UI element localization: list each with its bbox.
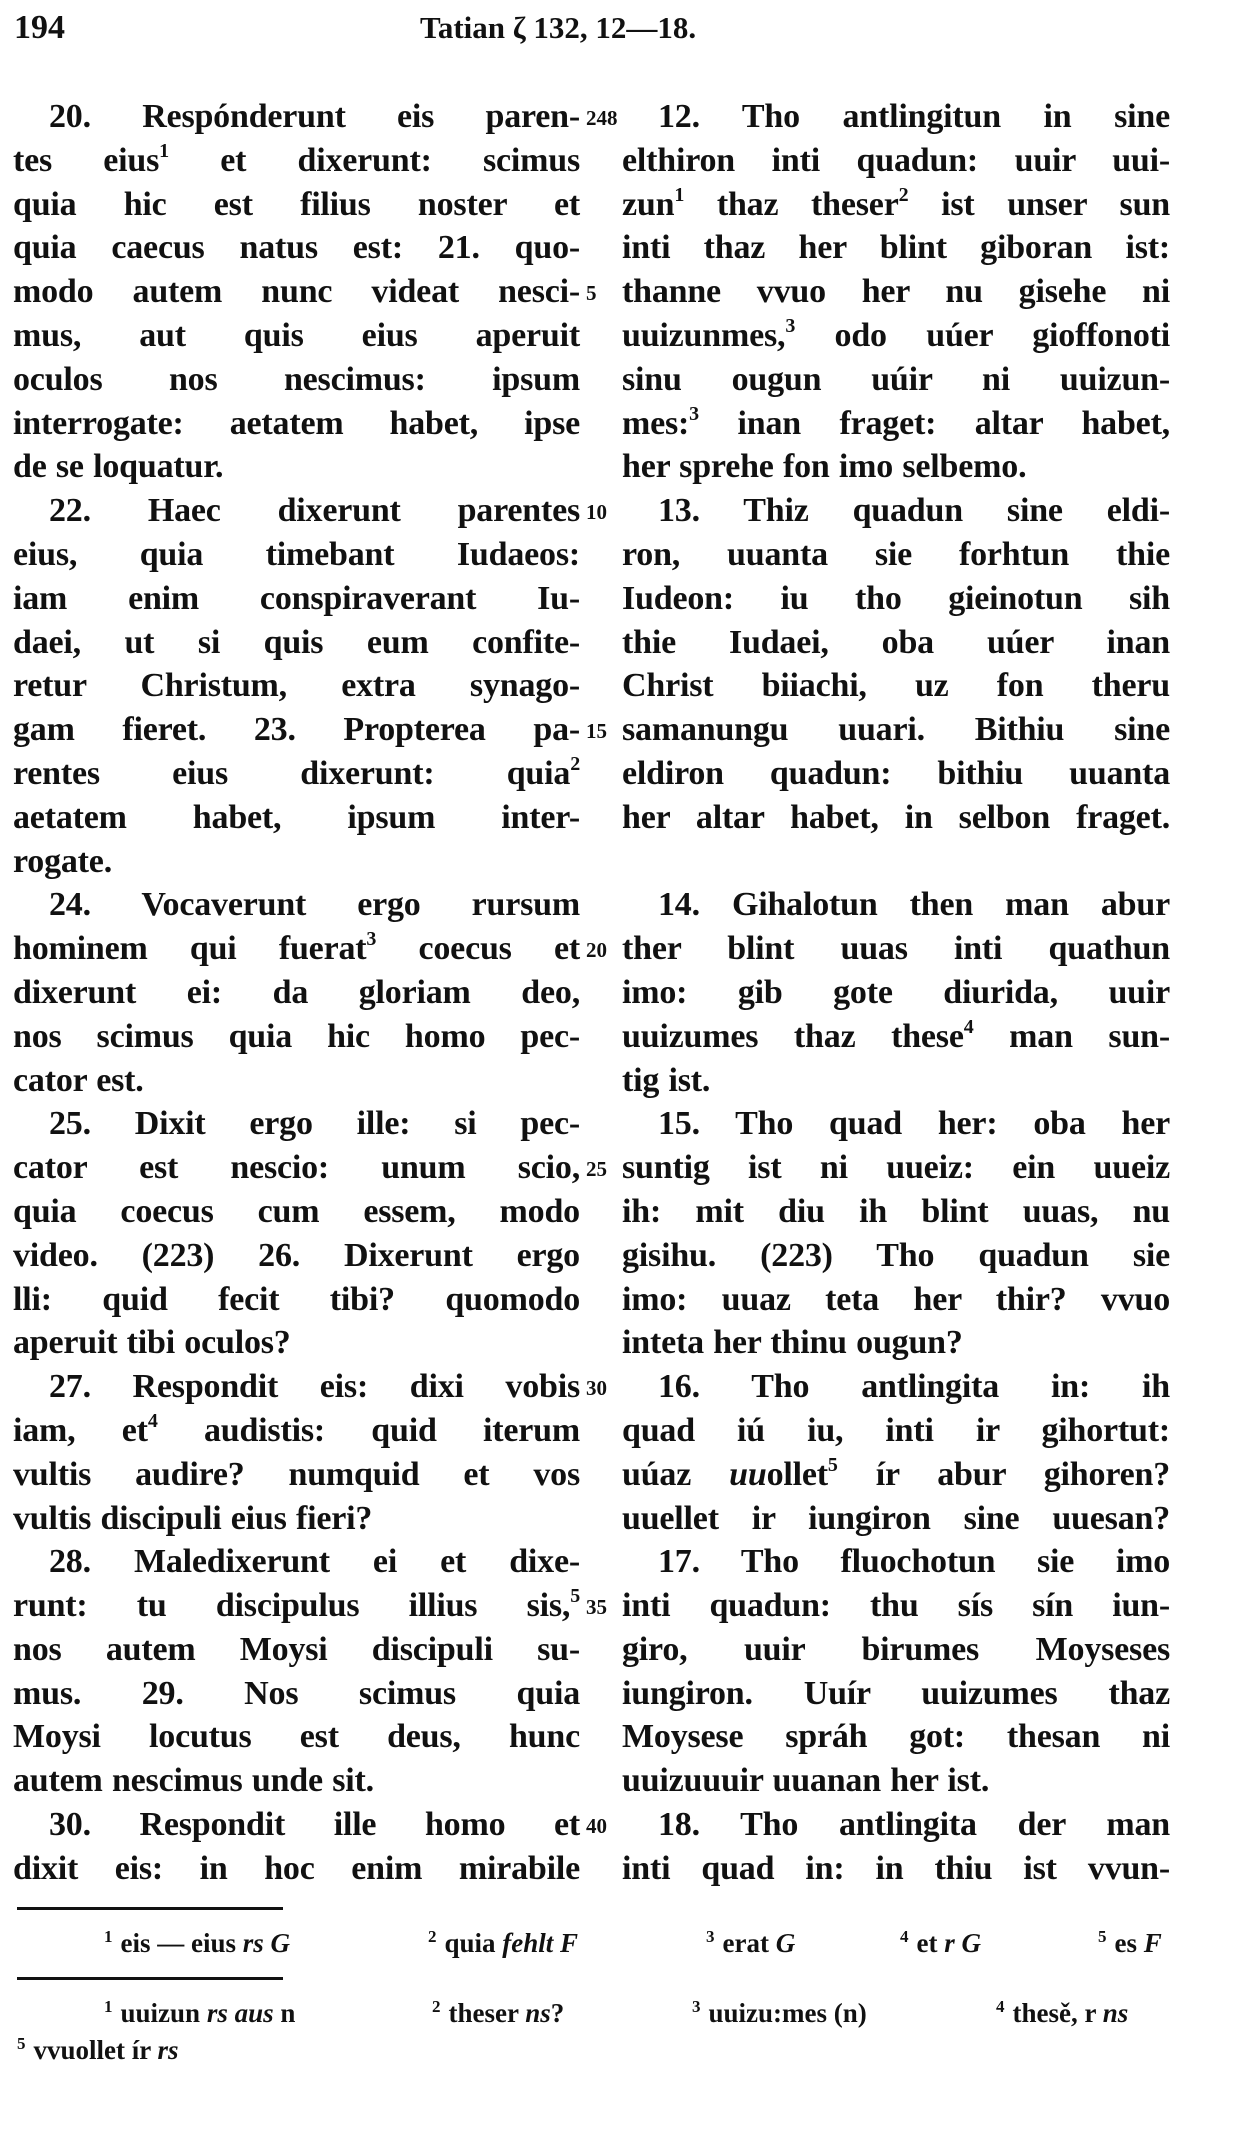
- text-segment: vultis discipuli eius fieri?: [13, 1499, 373, 1537]
- footnote-number: 4: [996, 1997, 1005, 2016]
- text-segment: n: [273, 1998, 296, 2028]
- running-head: Tatian ζ 132, 12—18.: [420, 10, 697, 45]
- text-segment: rentes eius dixerunt: quia: [13, 754, 571, 792]
- text-segment: uúaz: [622, 1455, 730, 1493]
- text-segment: vultis audire? numquid et vos: [13, 1455, 580, 1493]
- text-line: [622, 1672, 1170, 1716]
- text-segment: daei, ut si quis eum confite-: [13, 623, 580, 661]
- text-line: [13, 139, 580, 183]
- footnote-number: 3: [706, 1927, 715, 1946]
- footnote-number: 2: [432, 1997, 441, 2016]
- text-segment: giro, uuir birumes Moyseses: [622, 1630, 1170, 1668]
- text-line: [622, 445, 1170, 489]
- text-segment: eldiron quadun: bithiu uuanta: [622, 754, 1170, 792]
- text-segment: man sun-: [973, 1017, 1170, 1055]
- text-segment: ih: mit diu ih blint uuas, nu: [622, 1192, 1170, 1230]
- text-segment: inan fraget: altar habet,: [698, 404, 1170, 442]
- italic-text: rs G: [242, 1928, 291, 1958]
- old-high-german-column: [622, 95, 1170, 1891]
- text-segment: thesě, r: [1012, 1998, 1103, 2028]
- text-segment: 22. Haec dixerunt parentes: [49, 492, 580, 530]
- text-segment: mus, aut quis eius aperuit: [13, 316, 580, 354]
- text-segment: video. (223) 26. Dixerunt ergo: [13, 1236, 580, 1274]
- text-segment: uuellet ir iungiron sine uuesan?: [622, 1499, 1170, 1537]
- text-line: [622, 1321, 1170, 1365]
- footnote-mark: 4: [963, 1015, 974, 1038]
- footnote: [432, 1993, 564, 2033]
- text-segment: autem nescimus unde sit.: [13, 1762, 374, 1800]
- text-line: [622, 927, 1170, 971]
- text-line: [13, 1497, 580, 1541]
- text-line: [13, 664, 580, 708]
- text-segment: 30. Respondit ille homo et: [49, 1806, 580, 1844]
- footnote: [1098, 1923, 1162, 1963]
- text-segment: 27. Respondit eis: dixi vobis: [49, 1368, 580, 1406]
- text-segment: mes:: [622, 404, 690, 442]
- footnote-mark: 2: [898, 183, 909, 206]
- text-line: [13, 796, 580, 840]
- text-line: [622, 270, 1170, 314]
- text-line: [13, 95, 580, 139]
- text-line: [13, 621, 580, 665]
- text-segment: inti quadun: thu sís sín iun-: [622, 1587, 1170, 1625]
- text-line: [13, 927, 580, 971]
- text-segment: ther blint uuas inti quathun: [622, 930, 1170, 968]
- text-segment: zun: [622, 185, 675, 223]
- text-segment: imo: uuaz teta her thir? vvuo: [622, 1280, 1170, 1318]
- text-line: [13, 1847, 580, 1891]
- footnote-mark: 3: [785, 314, 796, 337]
- text-segment: es: [1114, 1928, 1144, 1958]
- footnote: [692, 1993, 867, 2033]
- text-segment: quad iú iu, inti ir gihortut:: [622, 1411, 1170, 1449]
- text-segment: her altar habet, in selbon fraget.: [622, 798, 1170, 836]
- text-segment: 13. Thiz quadun sine eldi-: [658, 492, 1170, 530]
- line-number: 10: [586, 500, 607, 525]
- text-line: [13, 1365, 580, 1409]
- text-segment: audistis: quid iterum: [157, 1411, 580, 1449]
- text-segment: Iudeon: iu tho gieinotun sih: [622, 579, 1170, 617]
- text-segment: elthiron inti quadun: uuir uui-: [622, 141, 1170, 179]
- text-segment: retur Christum, extra synago-: [13, 667, 580, 705]
- italic-text: ns: [1102, 1998, 1129, 2028]
- text-segment: tes eius: [13, 141, 160, 179]
- footnote: [428, 1923, 578, 1963]
- text-segment: lli: quid fecit tibi? quomodo: [13, 1280, 580, 1318]
- text-line: [13, 1190, 580, 1234]
- text-line: [13, 840, 580, 884]
- italic-text: r G: [944, 1928, 981, 1958]
- italic-text: ns: [525, 1998, 551, 2028]
- text-segment: Christ biiachi, uz fon theru: [622, 667, 1170, 705]
- text-line: [13, 1015, 580, 1059]
- footnote-number: 3: [692, 1997, 701, 2016]
- text-segment: de se loquatur.: [13, 448, 224, 486]
- text-segment: Moysi locutus est deus, hunc: [13, 1718, 580, 1756]
- text-line: [13, 1321, 580, 1365]
- text-segment: inti thaz her blint giboran ist:: [622, 229, 1170, 267]
- text-line: [13, 183, 580, 227]
- line-number: 35: [586, 1595, 607, 1620]
- text-segment: dixit eis: in hoc enim mirabile: [13, 1849, 580, 1887]
- text-segment: modo autem nunc videat nesci-: [13, 273, 580, 311]
- text-line: [622, 95, 1170, 139]
- text-segment: uuizun: [120, 1998, 207, 2028]
- text-line: [13, 1146, 580, 1190]
- footnote-mark: 1: [674, 183, 685, 206]
- text-line: [622, 1278, 1170, 1322]
- text-segment: vvuollet ír: [33, 2035, 158, 2065]
- footnotes-latin: [0, 1923, 1244, 1963]
- text-segment: 20. Respónderunt eis paren-: [49, 98, 580, 135]
- text-segment: 28. Maledixerunt ei et dixe-: [49, 1543, 580, 1581]
- text-segment: 25. Dixit ergo ille: si pec-: [49, 1105, 580, 1143]
- footnote-number: 5: [1098, 1927, 1107, 1946]
- text-segment: 17. Tho fluochotun sie imo: [658, 1543, 1170, 1581]
- text-line: [13, 314, 580, 358]
- italic-text: fehlt F: [502, 1928, 579, 1958]
- text-line: [622, 577, 1170, 621]
- footnote-number: 1: [104, 1997, 113, 2016]
- text-segment: uuizumes thaz these: [622, 1017, 964, 1055]
- text-line: [622, 533, 1170, 577]
- text-segment: imo: gib gote diurida, uuir: [622, 973, 1170, 1011]
- text-segment: ír abur gihoren?: [837, 1455, 1170, 1493]
- text-segment: her sprehe fon imo selbemo.: [622, 448, 1027, 486]
- text-segment: tig ist.: [622, 1061, 711, 1099]
- text-line: [13, 1453, 580, 1497]
- text-segment: sinu ougun uúir ni uuizun-: [622, 360, 1170, 398]
- text-line: [13, 577, 580, 621]
- text-line: [622, 796, 1170, 840]
- footnotes-ohg: [0, 1993, 1244, 2033]
- text-line: [622, 708, 1170, 752]
- italic-text: rs aus: [206, 1998, 274, 2028]
- text-segment: gisihu. (223) Tho quadun sie: [622, 1236, 1170, 1274]
- text-segment: hominem qui fuerat: [13, 930, 367, 968]
- text-segment: gam fieret. 23. Propterea pa-: [13, 711, 580, 749]
- text-segment: iam, et: [13, 1411, 148, 1449]
- text-line: [13, 1102, 580, 1146]
- footnote-mark: 3: [366, 928, 377, 951]
- text-line: [13, 1803, 580, 1847]
- text-segment: rogate.: [13, 842, 112, 880]
- text-segment: 12. Tho antlingitun in sine: [658, 98, 1170, 135]
- text-segment: quia hic est filius noster et: [13, 185, 580, 223]
- text-line: [13, 445, 580, 489]
- text-line: [622, 1234, 1170, 1278]
- line-number: 30: [586, 1376, 607, 1401]
- text-segment: cator est nescio: unum scio,: [13, 1149, 580, 1187]
- text-segment: ron, uuanta sie forhtun thie: [622, 535, 1170, 573]
- text-segment: iungiron. Uuír uuizumes thaz: [622, 1674, 1170, 1712]
- text-segment: quia coecus cum essem, modo: [13, 1192, 580, 1230]
- text-line: [13, 1584, 580, 1628]
- text-line: [622, 840, 1170, 884]
- footnote-mark: 5: [570, 1585, 580, 1608]
- text-line: [622, 1365, 1170, 1409]
- text-segment: eius, quia timebant Iudaeos:: [13, 535, 580, 573]
- footnote: [996, 1993, 1128, 2033]
- text-line: [622, 1540, 1170, 1584]
- text-line: [622, 139, 1170, 183]
- footnote-number: 2: [428, 1927, 437, 1946]
- footnote-mark: 4: [147, 1409, 158, 1432]
- page-number: 194: [14, 9, 65, 46]
- text-line: [13, 489, 580, 533]
- text-line: [622, 1497, 1170, 1541]
- text-segment: et dixerunt: scimus: [168, 141, 580, 179]
- text-line: [13, 1278, 580, 1322]
- text-line: [622, 1409, 1170, 1453]
- text-segment: Moysese spráh got: thesan ni: [622, 1718, 1170, 1756]
- text-line: [622, 1584, 1170, 1628]
- text-line: [13, 1715, 580, 1759]
- text-line: [622, 1847, 1170, 1891]
- text-segment: aperuit tibi oculos?: [13, 1324, 291, 1362]
- line-number: 40: [586, 1814, 607, 1839]
- italic-text: rs: [157, 2035, 179, 2065]
- footnote-rule-latin: [17, 1907, 283, 1910]
- text-segment: inteta her thinu ougun?: [622, 1324, 963, 1362]
- text-line: [622, 971, 1170, 1015]
- text-line: [13, 971, 580, 1015]
- italic-text: G: [775, 1928, 796, 1958]
- text-segment: erat: [722, 1928, 776, 1958]
- text-line: [13, 226, 580, 270]
- footnote: [104, 1993, 295, 2033]
- text-line: [622, 883, 1170, 927]
- line-number: 25: [586, 1157, 607, 1182]
- text-line: [622, 489, 1170, 533]
- footnote-mark: 5: [827, 1453, 838, 1476]
- text-line: [13, 1409, 580, 1453]
- text-line: [13, 1628, 580, 1672]
- footnote-rule-ohg: [17, 1977, 283, 1980]
- text-segment: runt: tu discipulus illius sis,: [13, 1587, 571, 1625]
- text-line: [13, 1672, 580, 1716]
- text-line: [13, 708, 580, 752]
- text-line: [622, 183, 1170, 227]
- text-segment: 24. Vocaverunt ergo rursum: [49, 886, 580, 924]
- footnote-mark: 2: [570, 752, 580, 775]
- text-segment: uuizunmes,: [622, 316, 786, 354]
- text-line: [13, 270, 580, 314]
- text-line: [622, 314, 1170, 358]
- text-line: [622, 226, 1170, 270]
- text-line: [13, 1540, 580, 1584]
- text-segment: cator est.: [13, 1061, 144, 1099]
- text-line: [622, 1146, 1170, 1190]
- footnote: [706, 1923, 795, 1963]
- text-segment: 18. Tho antlingita der man: [658, 1806, 1170, 1844]
- footnotes-ohg-continued: [0, 2030, 1244, 2070]
- text-segment: thanne vvuo her nu gisehe ni: [622, 273, 1170, 311]
- footnote-mark: 3: [689, 402, 699, 425]
- italic-text: uu: [729, 1455, 767, 1493]
- text-segment: ollet: [766, 1455, 828, 1493]
- text-segment: odo uúer gioffonoti: [795, 316, 1170, 354]
- text-segment: aetatem habet, ipsum inter-: [13, 798, 580, 836]
- footnote-number: 4: [900, 1927, 909, 1946]
- line-number: 20: [586, 938, 607, 963]
- text-segment: thie Iudaei, oba uúer inan: [622, 623, 1170, 661]
- text-line: [13, 533, 580, 577]
- text-segment: ?: [550, 1998, 565, 2028]
- line-number: 15: [586, 719, 607, 744]
- text-segment: thaz theser: [684, 185, 899, 223]
- text-line: [622, 752, 1170, 796]
- text-segment: 14. Gihalotun then man abur: [658, 886, 1170, 924]
- text-segment: mus. 29. Nos scimus quia: [13, 1674, 580, 1712]
- italic-text: F: [1143, 1928, 1162, 1958]
- text-line: [13, 1234, 580, 1278]
- text-segment: et: [916, 1928, 945, 1958]
- text-line: [13, 358, 580, 402]
- text-line: [622, 1190, 1170, 1234]
- text-segment: quia: [444, 1928, 503, 1958]
- text-segment: quia caecus natus est: 21. quo-: [13, 229, 580, 267]
- text-segment: interrogate: aetatem habet, ipse: [13, 404, 580, 442]
- text-line: [622, 1059, 1170, 1103]
- text-segment: suntig ist ni uueiz: ein uueiz: [622, 1149, 1170, 1187]
- footnote: [900, 1923, 981, 1963]
- text-line: [13, 752, 580, 796]
- text-line: [622, 1759, 1170, 1803]
- text-line: [622, 1715, 1170, 1759]
- footnote-mark: 1: [159, 139, 169, 162]
- text-segment: iam enim conspiraverant Iu-: [13, 579, 580, 617]
- footnote-number: 1: [104, 1927, 113, 1946]
- text-line: [13, 883, 580, 927]
- text-segment: 15. Tho quad her: oba her: [658, 1105, 1170, 1143]
- text-line: [622, 402, 1170, 446]
- latin-column: [13, 95, 580, 1891]
- footnote-number: 5: [17, 2034, 26, 2053]
- text-line: [622, 1015, 1170, 1059]
- text-line: [13, 402, 580, 446]
- text-segment: 16. Tho antlingita in: ih: [658, 1368, 1170, 1406]
- text-line: [13, 1059, 580, 1103]
- text-segment: theser: [448, 1998, 526, 2028]
- text-segment: inti quad in: in thiu ist vvun-: [622, 1849, 1170, 1887]
- text-segment: nos autem Moysi discipuli su-: [13, 1630, 580, 1668]
- footnote: [17, 2030, 179, 2070]
- text-line: [622, 1102, 1170, 1146]
- line-number: 248: [586, 106, 618, 130]
- text-segment: ist unser sun: [908, 185, 1170, 223]
- text-segment: uuizu:mes (n): [708, 1998, 867, 2028]
- text-segment: uuizuuuir uuanan her ist.: [622, 1762, 990, 1800]
- text-segment: samanungu uuari. Bithiu sine: [622, 711, 1170, 749]
- text-line: [622, 664, 1170, 708]
- text-line: [622, 1453, 1170, 1497]
- text-segment: nos scimus quia hic homo pec-: [13, 1017, 580, 1055]
- footnote: [104, 1923, 290, 1963]
- text-line: [622, 621, 1170, 665]
- text-line: [622, 1803, 1170, 1847]
- text-segment: oculos nos nescimus: ipsum: [13, 360, 580, 398]
- text-line: [622, 358, 1170, 402]
- text-segment: dixerunt ei: da gloriam deo,: [13, 973, 580, 1011]
- line-number: 5: [586, 281, 597, 306]
- text-line: [13, 1759, 580, 1803]
- text-line: [622, 1628, 1170, 1672]
- text-segment: eis — eius: [120, 1928, 243, 1958]
- text-segment: coecus et: [376, 930, 581, 968]
